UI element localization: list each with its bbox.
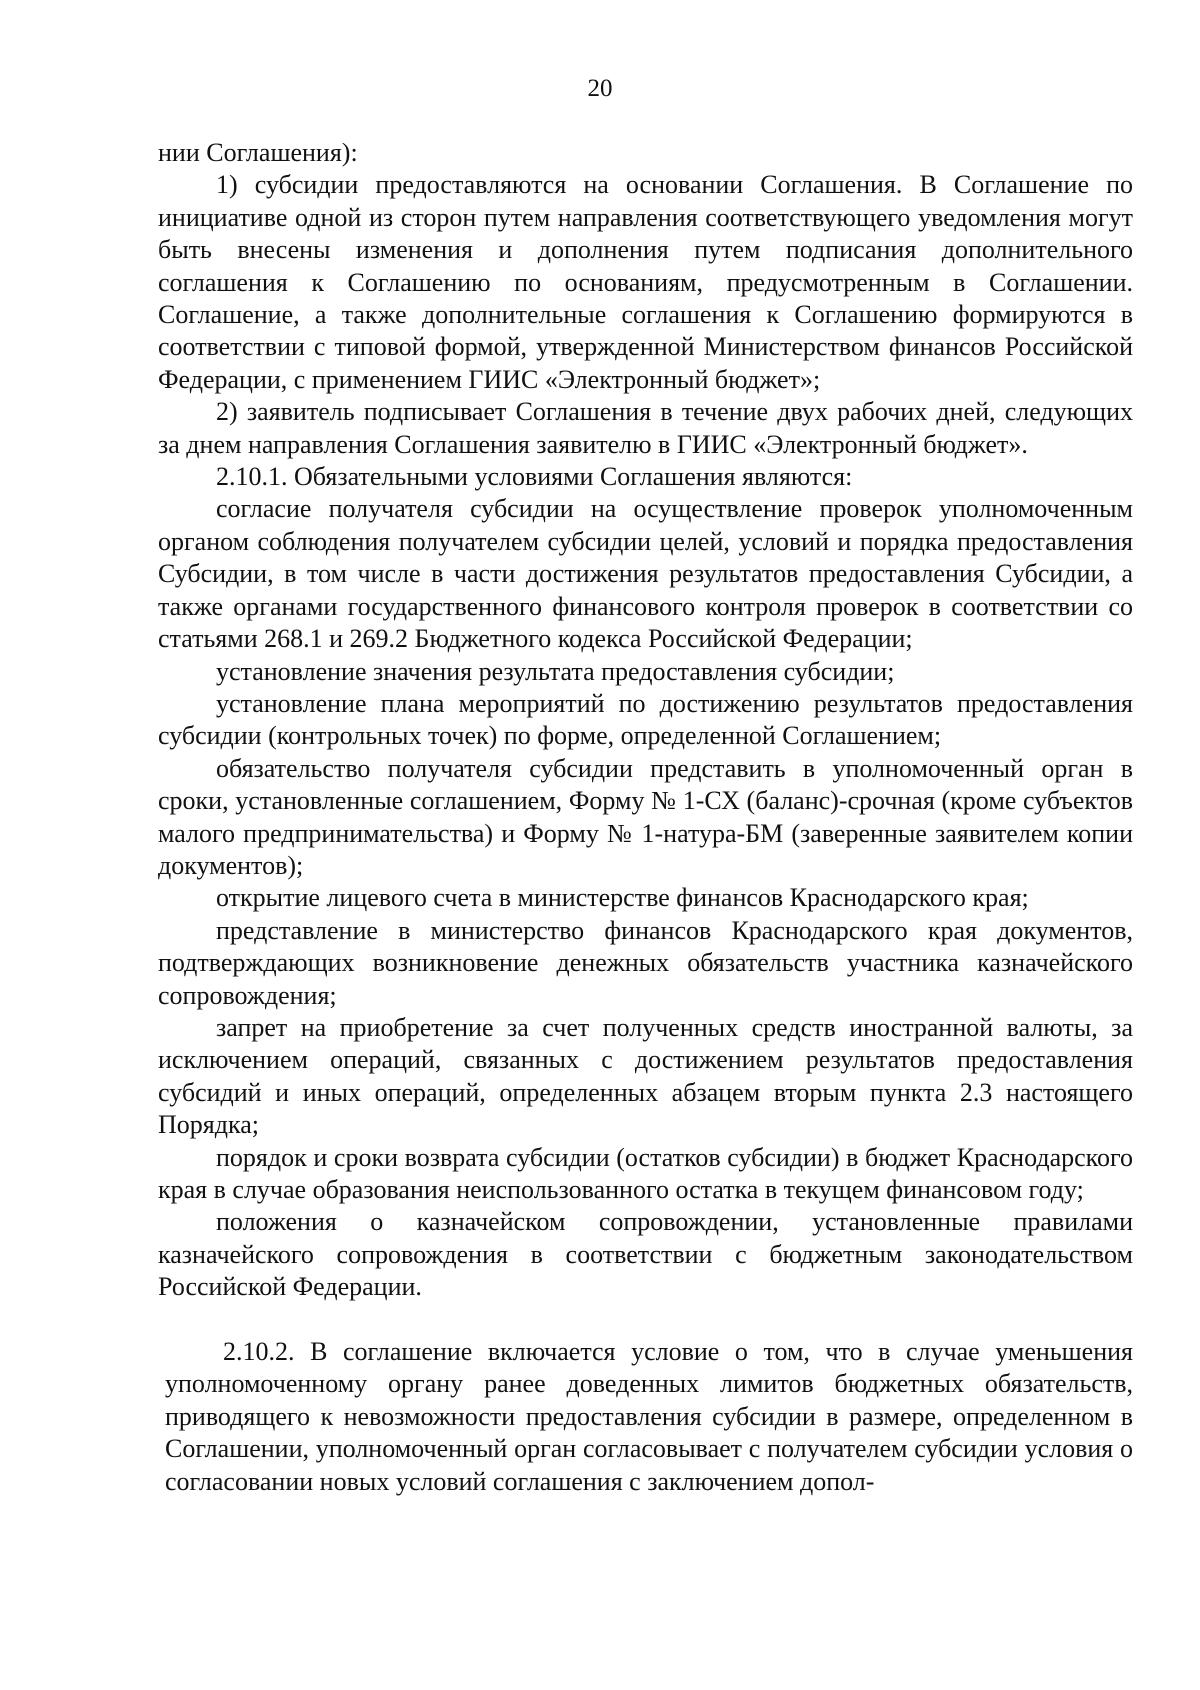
paragraph-condition-audit-consent: согласие получателя субсидии на осуществление проверок уполномоченным органом соблюдения получателем субсидии целей, условий и порядка предоставления Субсидии, в том числе в части достижения результатов предоставления Субсидии, а также органами государственного финансового контроля проверок в соответствии со статьями 268.1 и 269.2 Бюджетного кодекса Российской Федерации; <box>158 494 1133 654</box>
paragraph-condition-result-value: установление значения результата предоставления субсидии; <box>216 656 895 686</box>
paragraph-condition-currency-ban: запрет на приобретение за счет полученных средств иностранной валюты, за исключением операций, связанных с достижением результатов предоставления субсидий и иных операций, определенных абзацем вторым пункта 2.3 настоящего Порядка; <box>158 1012 1133 1140</box>
paragraph-condition-action-plan: установление плана мероприятий по достижению результатов предоставления субсидии (контрольных точек) по форме, определенной Соглашением; <box>158 688 1133 751</box>
paragraph-item-1: 1) субсидии предоставляются на основании Соглашения. В Соглашение по инициативе одной из сторон путем направления соответствующего уведомления могут быть внесены изменения и дополнения путем подписания дополнительного соглашения к Соглашению по основаниям, предусмотренным в Соглашении. Соглашение, а также дополнительные соглашения к Соглашению формируются в соответствии с типовой формой, утвержденной Министерством финансов Российской Федерации, с применением ГИИС «Электронный бюджет»; <box>158 170 1133 394</box>
paragraph-condition-reporting: обязательство получателя субсидии представить в уполномоченный орган в сроки, установленные соглашением, Форму № 1-СХ (баланс)-срочная (кроме субъектов малого предпринимательства) и Форму № 1-натура-БМ (заверенные заявителем копии документов); <box>158 753 1133 880</box>
paragraph-item-2: 2) заявитель подписывает Соглашения в течение двух рабочих дней, следующих за днем направления Соглашения заявителю в ГИИС «Электронный бюджет». <box>158 397 1133 459</box>
document-body <box>158 137 1133 1304</box>
paragraph-condition-return: порядок и сроки возврата субсидии (остатков субсидии) в бюджет Краснодарского края в случае образования неиспользованного остатка в текущем финансовом году; <box>158 1142 1133 1204</box>
paragraph-section-2-10-2: 2.10.2. В соглашение включается условие о том, что в случае уменьшения уполномоченному органу ранее доведенных лимитов бюджетных обязательств, приводящего к невозможности предоставления субсидии в размере, определенном в Соглашении, уполномоченный орган согласовывает с получателем субсидии условия о согласовании новых условий соглашения с заключением допол- <box>165 1337 1133 1496</box>
paragraph-condition-account: открытие лицевого счета в министерстве финансов Краснодарского края; <box>216 883 1029 913</box>
page-number: 20 <box>587 75 613 102</box>
paragraph-section-2-10-1: 2.10.1. Обязательными условиями Соглашения являются: <box>216 462 853 492</box>
paragraph-continuation: нии Соглашения): <box>158 138 358 167</box>
paragraph-condition-documents: представление в министерство финансов Краснодарского края документов, подтверждающих возникновение денежных обязательств участника казначейского сопровождения; <box>158 915 1133 1010</box>
document-body-continuation <box>165 1336 1133 1498</box>
paragraph-condition-treasury: положения о казначейском сопровождении, установленные правилами казначейского сопровождения в соответствии с бюджетным законодательством Российской Федерации. <box>158 1207 1133 1302</box>
